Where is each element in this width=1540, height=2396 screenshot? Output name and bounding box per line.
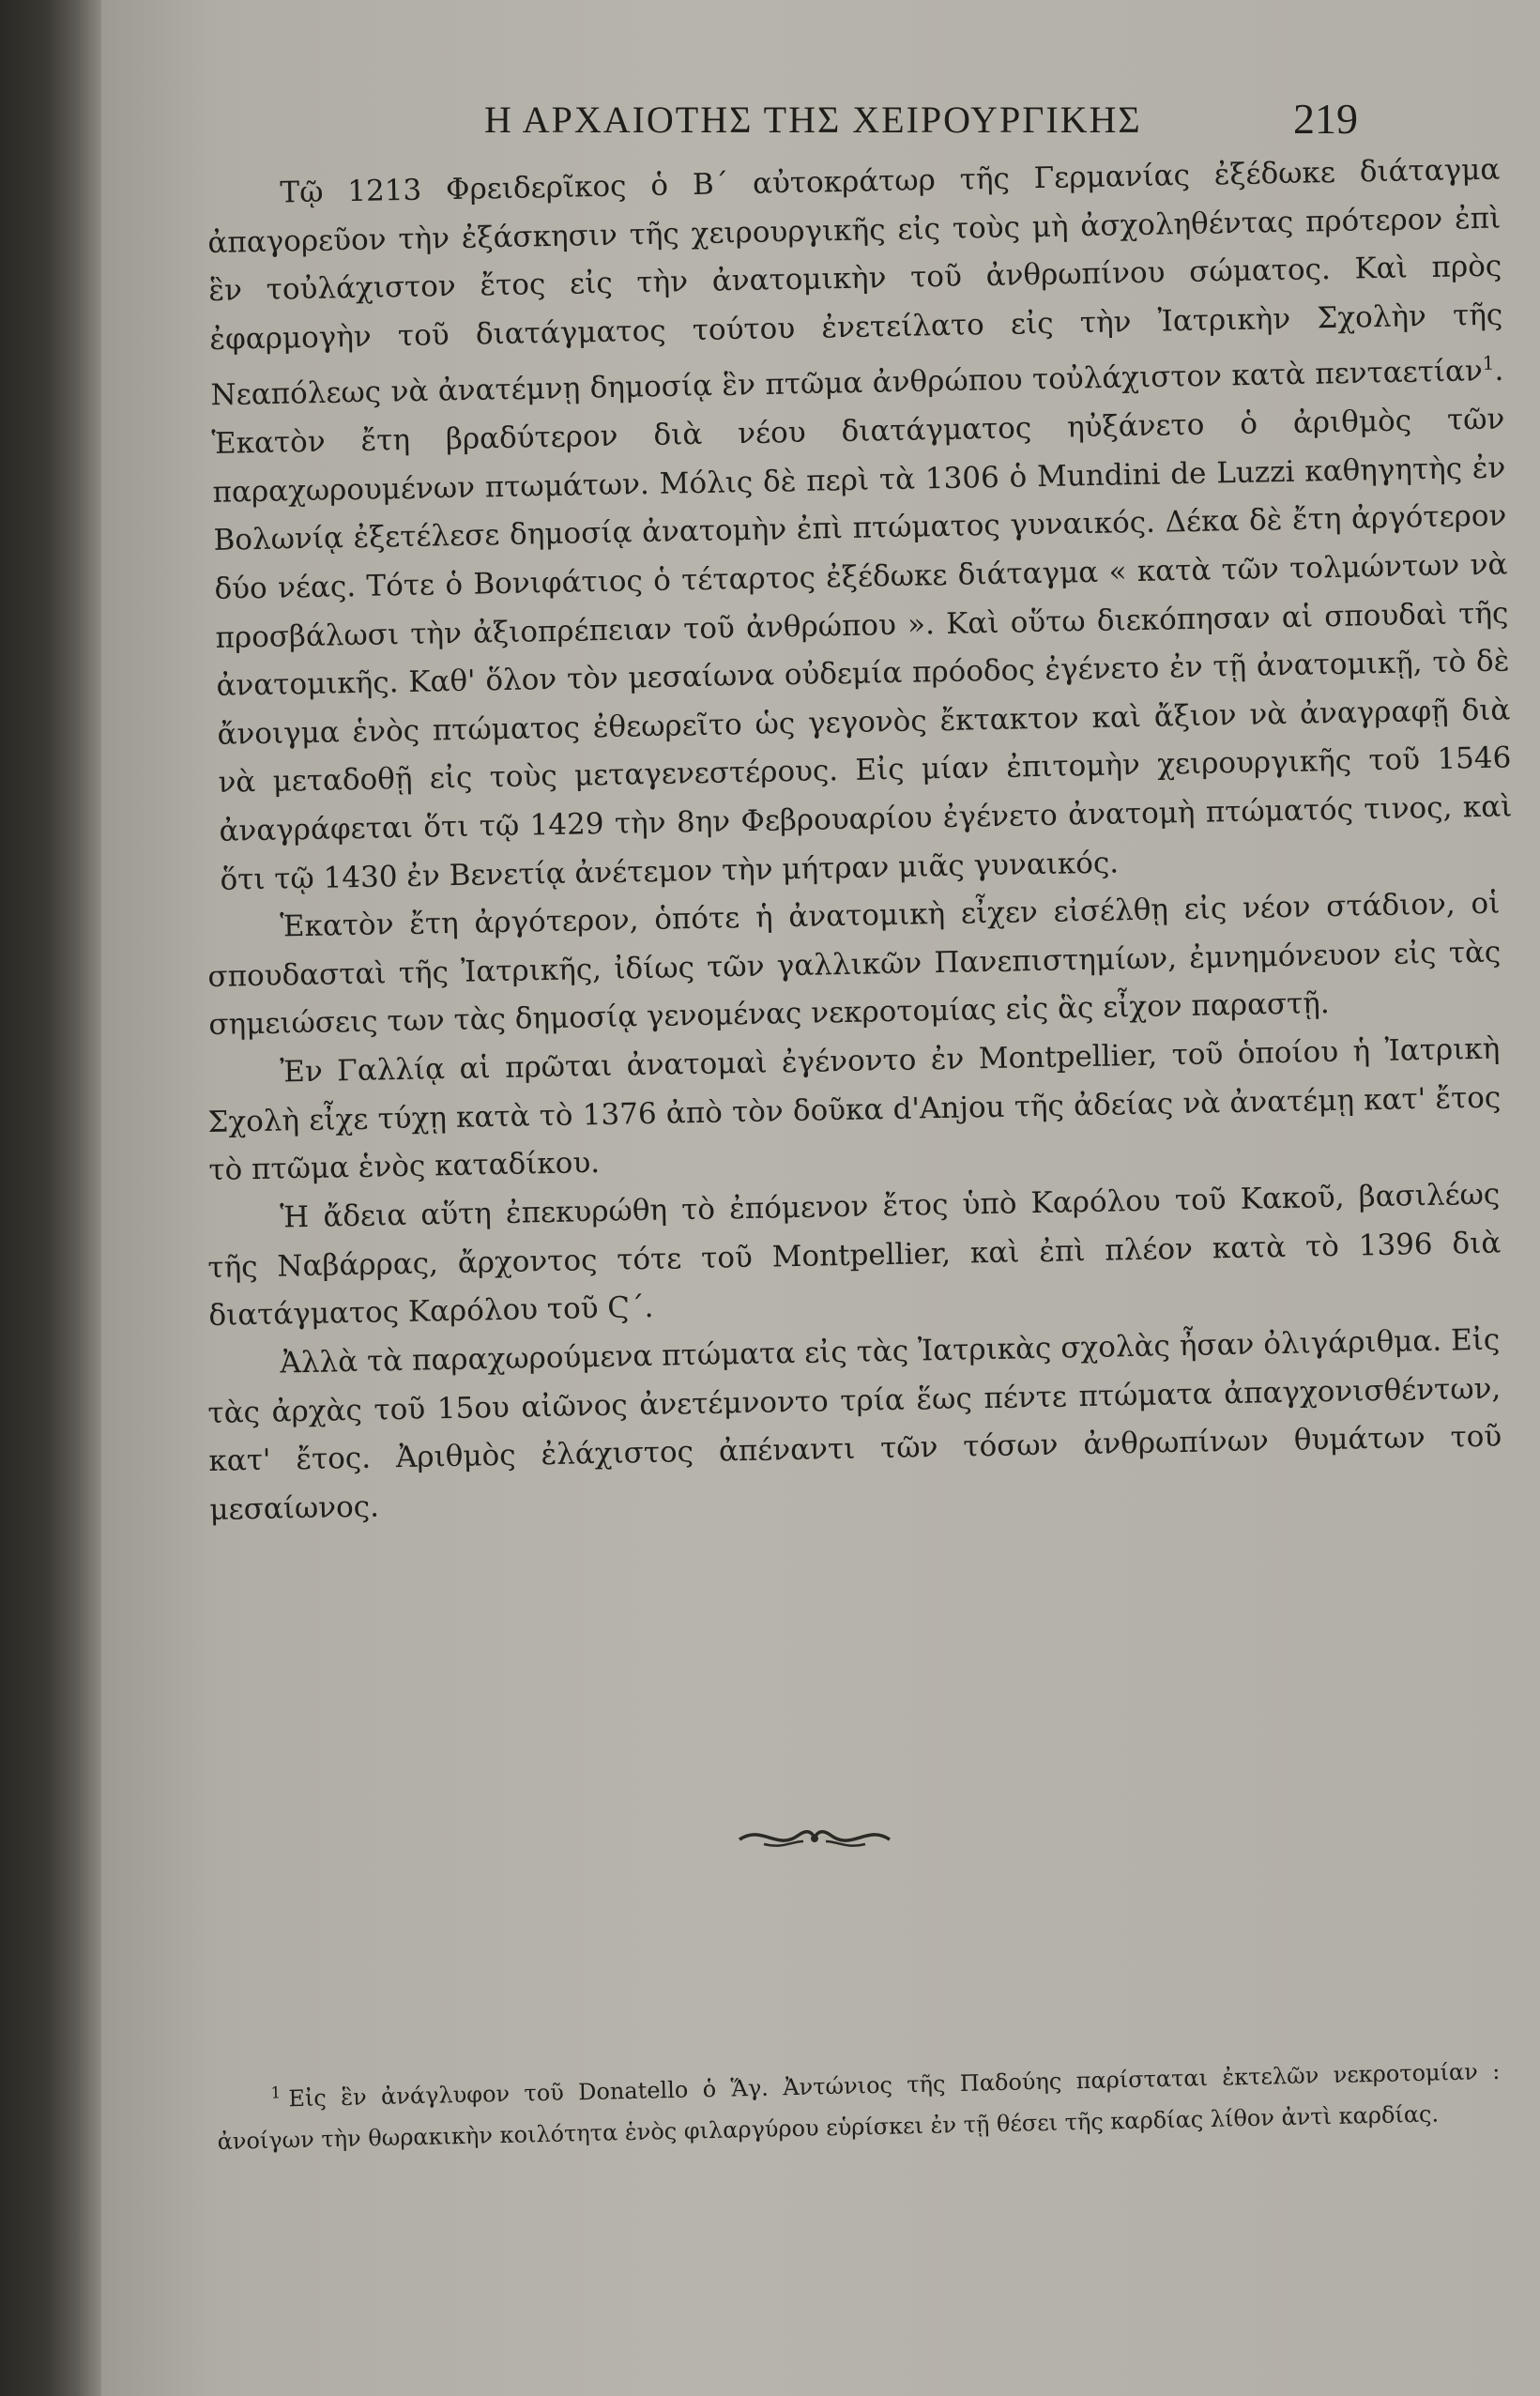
paragraph-text: Τῷ 1213 Φρειδερῖκος ὁ Β΄ αὐτοκράτωρ τῆς Γερμανίας ἐξέδωκε διάταγμα ἀπαγορεῦον τὴν ἐξάσκησιν τῆς χειρουργικῆς εἰς τοὺς μὴ ἀσχοληθέντας πρότερον ἐπὶ ἓν τοὐλάχιστον ἔτος εἰς τὴν ἀνατομικὴν τοῦ ἀνθρωπίνου σώματος. Καὶ πρὸς ἐφαρμογὴν τοῦ διατάγματος τούτου ἐνετείλατο εἰς τὴν Ἰατρικὴν Σχολὴν τῆς Νεαπόλεως νὰ ἀνατέμνῃ δημοσίᾳ ἓν πτῶμα ἀνθρώπου τοὐλάχιστον κατὰ πενταετίαν: [207, 152, 1503, 413]
footnote-text: Εἰς ἓν ἀνάγλυφον τοῦ Donatello ὁ Ἅγ. Ἀντώνιος τῆς Παδούης παρίσταται ἐκτελῶν νεκροτομίαν : ἀνοίγων τὴν θωρακικὴν κοιλότητα ἑνὸς φιλαργύρου εὑρίσκει ἐν τῇ θέσει τῆς καρδίας λίθον ἀντὶ καρδίας.: [217, 2057, 1501, 2155]
section-ornament-icon: [736, 1819, 893, 1856]
footnote: [216, 2045, 1502, 2162]
paragraph: Ἀλλὰ τὰ παραχωρούμενα πτώματα εἰς τὰς Ἰατρικὰς σχολὰς ἦσαν ὀλιγάριθμα. Εἰς τὰς ἀρχὰς τοῦ 15ου αἰῶνος ἀνετέμνοντο τρία ἕως πέντε πτώματα ἀπαγχονισθέντων, κατ' ἔτος. Ἀριθμὸς ἐλάχιστος ἀπέναντι τῶν τόσων ἀνθρωπίνων θυμάτων τοῦ μεσαίωνος.: [207, 1322, 1502, 1527]
page-number: 219: [1293, 95, 1358, 143]
running-title: Η ΑΡΧΑΙΟΤΗΣ ΤΗΣ ΧΕΙΡΟΥΡΓΙΚΗΣ: [484, 99, 1142, 141]
footnote-mark: 1: [270, 2083, 282, 2103]
page-header: [101, 94, 1540, 150]
body-text: [206, 152, 1513, 1534]
paragraph: Ἐν Γαλλίᾳ αἱ πρῶται ἀνατομαὶ ἐγένοντο ἐν Montpellier, τοῦ ὁποίου ἡ Ἰατρικὴ Σχολὴ εἶχε τύχῃ κατὰ τὸ 1376 ἀπὸ τὸν δοῦκα d'Anjou τῆς ἀδείας νὰ ἀνατέμῃ κατ' ἔτος τὸ πτῶμα ἑνὸς καταδίκου.: [207, 1031, 1502, 1188]
paragraph: [206, 146, 1514, 906]
footnote-reference[interactable]: 1: [1482, 352, 1495, 375]
paragraph: Ἡ ἄδεια αὕτη ἐπεκυρώθη τὸ ἐπόμενον ἔτος ὑπὸ Καρόλου τοῦ Κακοῦ, βασιλέως τῆς Ναβάρρας, ἄρχοντος τότε τοῦ Montpellier, καὶ ἐπὶ πλέον κατὰ τὸ 1396 διὰ διατάγματος Καρόλου τοῦ Ϛ΄.: [207, 1177, 1502, 1333]
book-page: [101, 0, 1540, 2396]
footnotes: [216, 2057, 1501, 2162]
paragraph-text: . Ἑκατὸν ἔτη βραδύτερον διὰ νέου διατάγματος ηὐξάνετο ὁ ἀριθμὸς τῶν παραχωρουμένων πτωμάτων. Μόλις δὲ περὶ τὰ 1306 ὁ Mundini de Luzzi καθηγητὴς ἐν Βολωνίᾳ ἐξετέλεσε δημοσίᾳ ἀνατομὴν ἐπὶ πτώματος γυναικός. Δέκα δὲ ἔτη ἀργότερον δύο νέας. Τότε ὁ Βονιφάτιος ὁ τέταρτος ἐξέδωκε διάταγμα « κατὰ τῶν τολμώντων νὰ προσβάλωσι τὴν ἀξιοπρέπειαν τοῦ ἀνθρώπου ». Καὶ οὕτω διεκόπησαν αἱ σπουδαὶ τῆς ἀνατομικῆς. Καθ' ὅλον τὸν μεσαίωνα οὐδεμία πρόοδος ἐγένετο ἐν τῇ ἀνατομικῇ, τὸ δὲ ἄνοιγμα ἑνὸς πτώματος ἐθεωρεῖτο ὡς γεγονὸς ἔκτακτον καὶ ἄξιον νὰ ἀναγραφῇ διὰ νὰ μεταδοθῇ εἰς τοὺς μεταγενεστέρους. Εἰς μίαν ἐπιτομὴν χειρουργικῆς τοῦ 1546 ἀναγράφεται ὅτι τῷ 1429 τὴν 8ην Φεβρουαρίου ἐγένετο ἀνατομὴ πτώματός τινος, καὶ ὅτι τῷ 1430 ἐν Βενετίᾳ ἀνέτεμον τὴν μήτραν μιᾶς γυναικός.: [211, 354, 1513, 897]
book-spine-shadow: [0, 0, 101, 2396]
paragraph: Ἑκατὸν ἔτη ἀργότερον, ὁπότε ἡ ἀνατομικὴ εἶχεν εἰσέλθῃ εἰς νέον στάδιον, οἱ σπουδασταὶ τῆς Ἰατρικῆς, ἰδίως τῶν γαλλικῶν Πανεπιστημίων, ἐμνημόνευον εἰς τὰς σημειώσεις των τὰς δημοσίᾳ γενομένας νεκροτομίας εἰς ἃς εἶχον παραστῇ.: [207, 886, 1502, 1043]
